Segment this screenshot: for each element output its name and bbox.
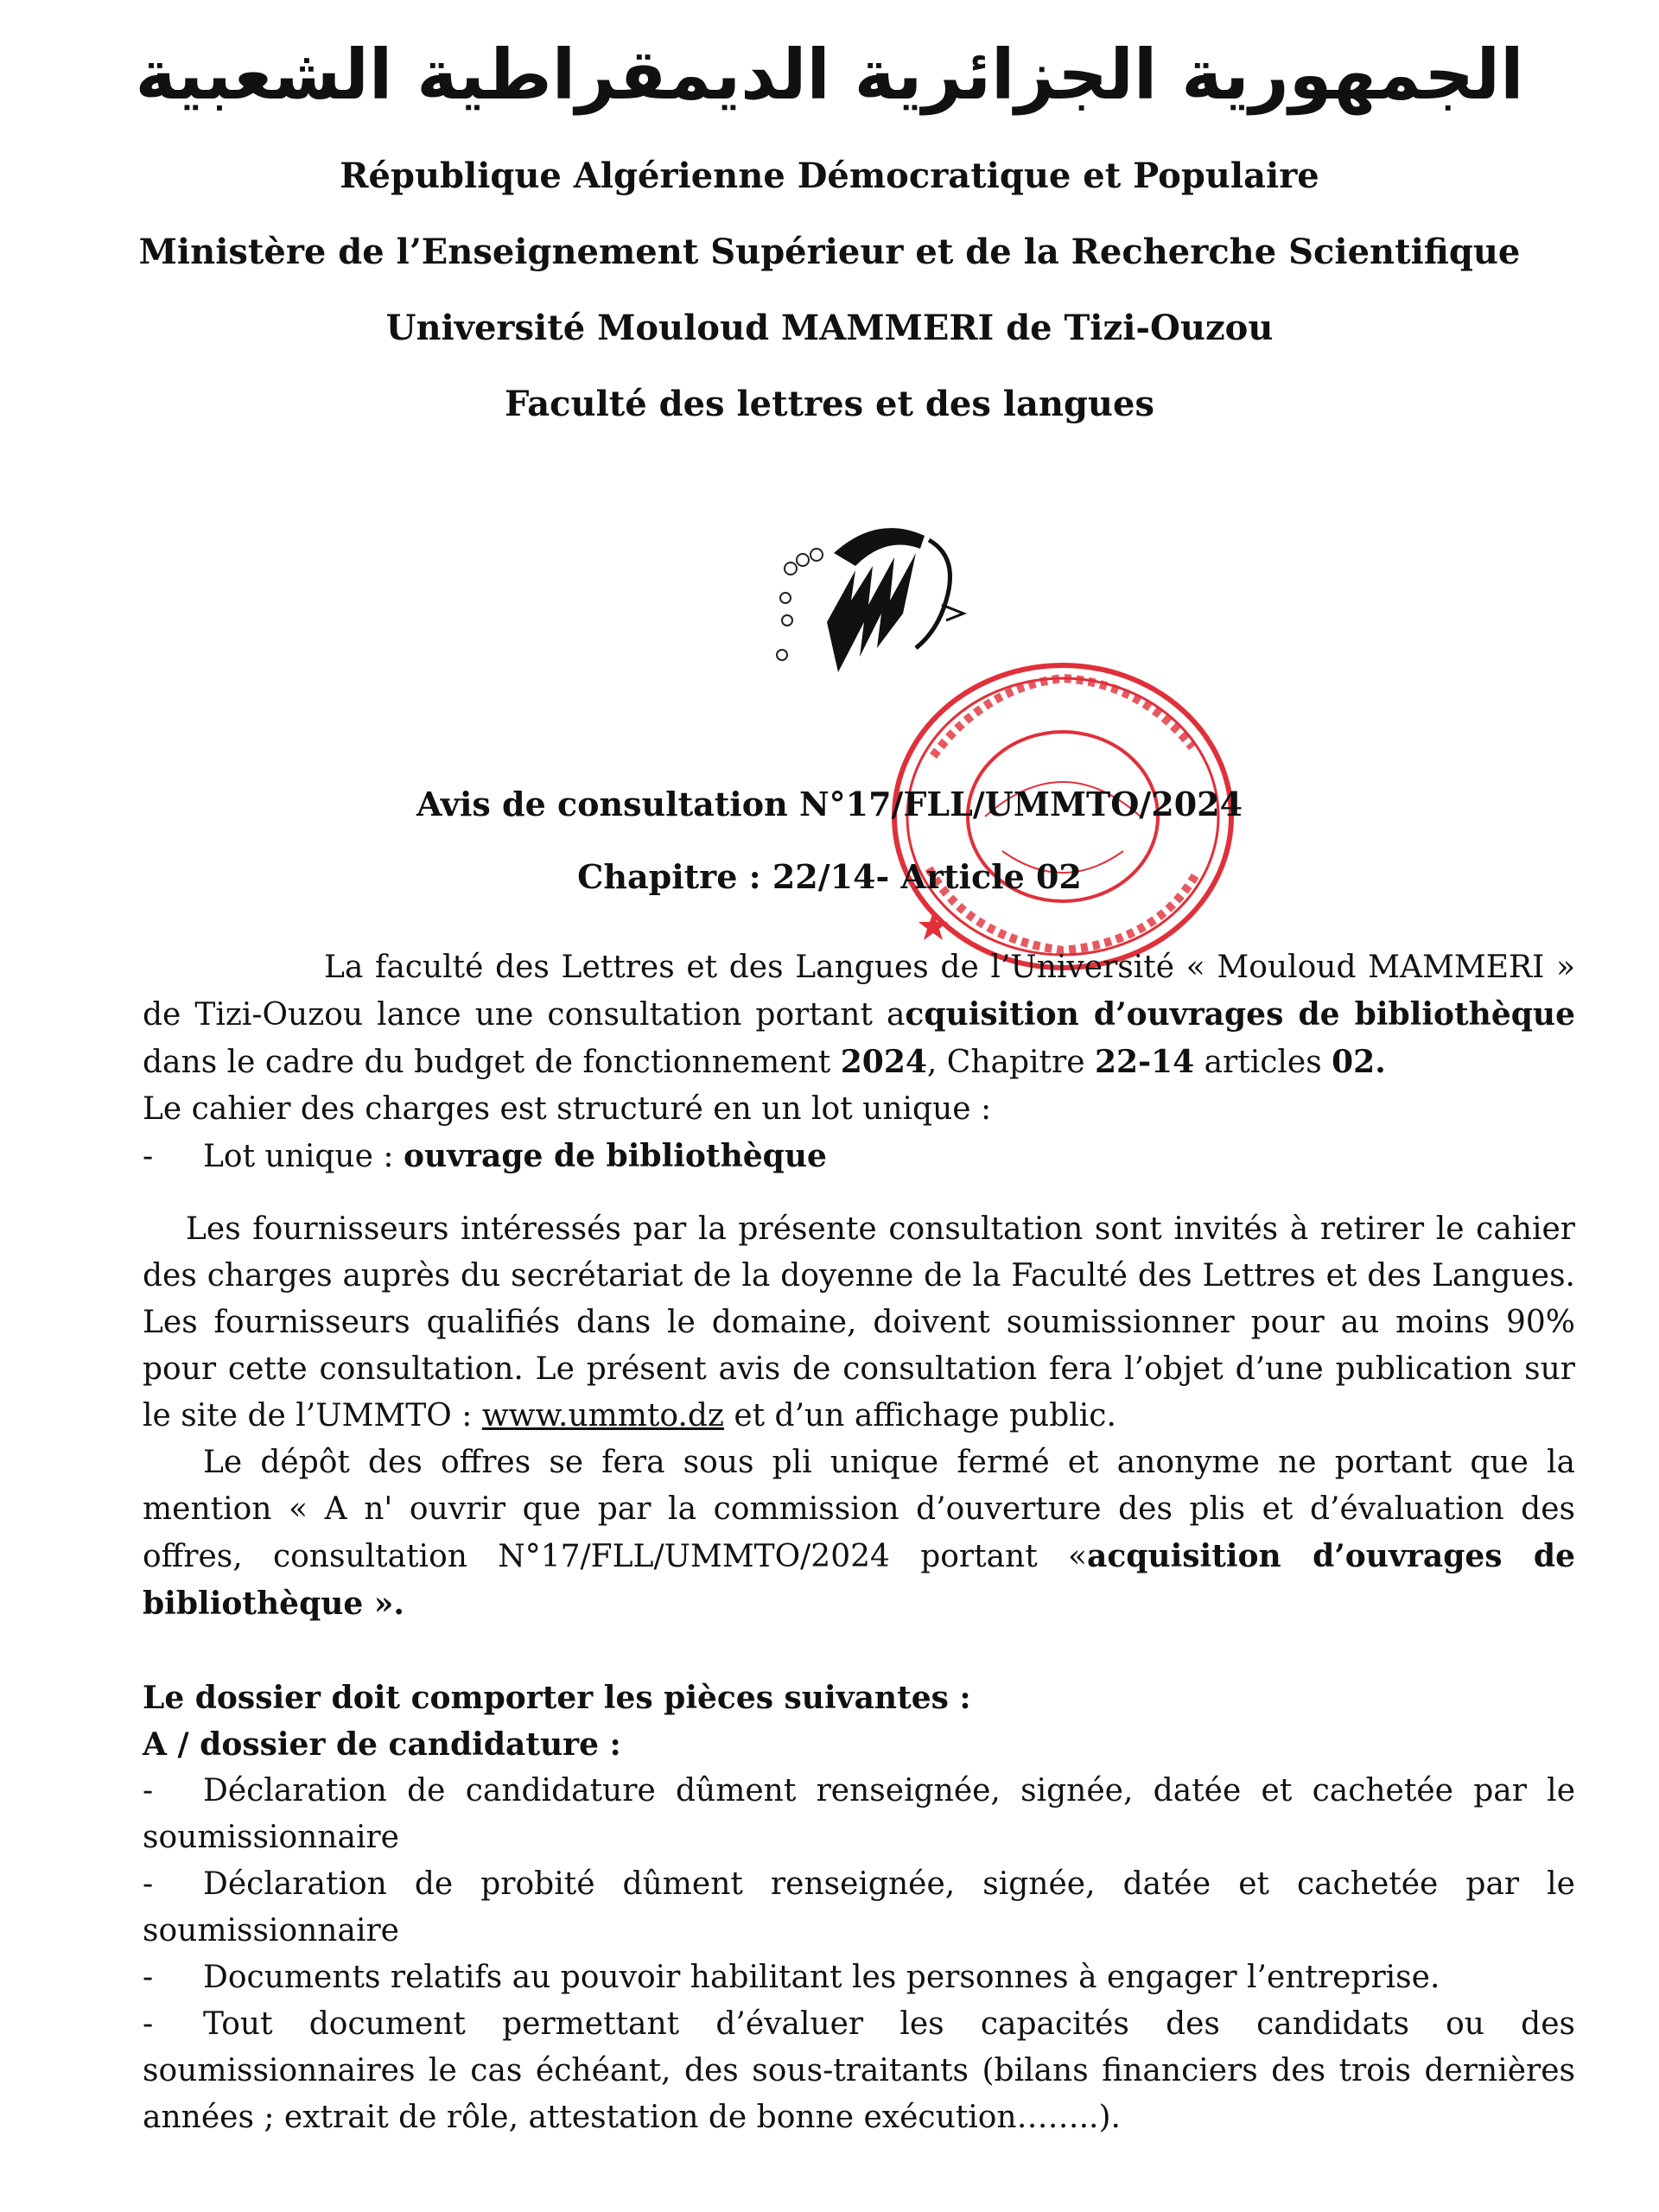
lot-intro: Le cahier des charges est structuré en un lot unique : (143, 1091, 992, 1127)
suppliers-text-end: et d’un affichage public. (723, 1398, 1116, 1433)
header-republic: République Algérienne Démocratique et Populaire (340, 156, 1319, 196)
deposit-text: Le dépôt des offres se fera sous pli unique fermé et anonyme ne portant que la mention « A n' ouvrir que par la commission d’ouverture des plis et d’évaluation des offres, consultation N°17/FLL/UMMTO/2024 portant « (143, 1445, 1575, 1574)
list-dash: - (143, 1960, 154, 1995)
intro-text-4: articles (1194, 1045, 1332, 1080)
intro-chapter: 22-14 (1094, 1044, 1195, 1080)
header-university: Université Mouloud MAMMERI de Tizi-Ouzou (385, 308, 1274, 348)
dossier-heading: Le dossier doit comporter les pièces suivantes : (143, 1680, 971, 1716)
deposit-bold: acquisition d’ouvrages de bibliothèque ». (143, 1538, 1575, 1622)
header-ministry: Ministère de l’Enseignement Supérieur et de la Recherche Scientifique (138, 232, 1521, 272)
list-item (143, 1955, 1575, 2001)
intro-text-2: dans le cadre du budget de fonctionnement (143, 1045, 841, 1080)
dossier-item-text: Documents relatifs au pouvoir habilitant les personnes à engager l’entreprise. (203, 1960, 1440, 1995)
lot-label: Lot unique : (203, 1139, 404, 1174)
intro-year: 2024 (840, 1044, 927, 1080)
suppliers-text: Les fournisseurs intéressés par la présente consultation sont invités à retirer le cahier des charges auprès du secrétariat de la doyenne de la Faculté des Lettres et des Langues. Les fournisseurs qualifiés dans le domaine, doivent soumissionner pour au moins 90% pour cette consultation. Le présent avis de consultation fera l’objet d’une publication sur le site de l’UMMTO : (143, 1211, 1575, 1433)
arabic-header: الجمهورية الجزائرية الديمقراطية الشعبية (135, 35, 1524, 115)
intro-paragraph (143, 944, 1575, 1086)
list-dash: - (143, 1866, 154, 1902)
dossier-subheading: A / dossier de candidature : (143, 1726, 621, 1763)
intro-text-3: , Chapitre (926, 1045, 1095, 1080)
dossier-item-text: Déclaration de candidature dûment renseignée, signée, datée et cachetée par le soumissionnaire (143, 1773, 1575, 1855)
intro-article: 02. (1332, 1044, 1386, 1080)
list-dash: - (143, 1773, 154, 1808)
lot-item (143, 1133, 1575, 1180)
list-item (143, 1768, 1575, 1861)
intro-text-1: La faculté des Lettres et des Langues de l’Université « Mouloud MAMMERI » de Tizi-Ouzou lance une consultation portant a (143, 950, 1575, 1033)
intro-bold-1: cquisition d’ouvrages de bibliothèque (905, 996, 1575, 1033)
chapitre-line: Chapitre : 22/14- Article 02 (577, 857, 1082, 896)
suppliers-paragraph (143, 1206, 1575, 1440)
list-item (143, 2001, 1575, 2141)
dossier-item-text: Tout document permettant d’évaluer les capacités des candidats ou des soumissionnaires le cas échéant, des sous-traitants (bilans financiers des trois dernières années ; extrait de rôle, attestation de bonne exécution……..). (143, 2006, 1575, 2135)
header-faculty: Faculté des lettres et des langues (505, 384, 1154, 424)
dossier-item-text: Déclaration de probité dûment renseignée, signée, datée et cachetée par le soumissionnaire (143, 1866, 1575, 1948)
university-logo-icon (773, 518, 998, 674)
list-item (143, 1861, 1575, 1955)
document-body (143, 944, 1575, 2141)
lot-value: ouvrage de bibliothèque (403, 1138, 827, 1174)
ummto-website-link[interactable]: www.ummto.dz (481, 1398, 724, 1433)
deposit-paragraph (143, 1440, 1575, 1628)
list-dash: - (143, 2006, 154, 2042)
list-dash: - (143, 1139, 154, 1174)
avis-title: Avis de consultation N°17/FLL/UMMTO/2024 (416, 785, 1243, 823)
